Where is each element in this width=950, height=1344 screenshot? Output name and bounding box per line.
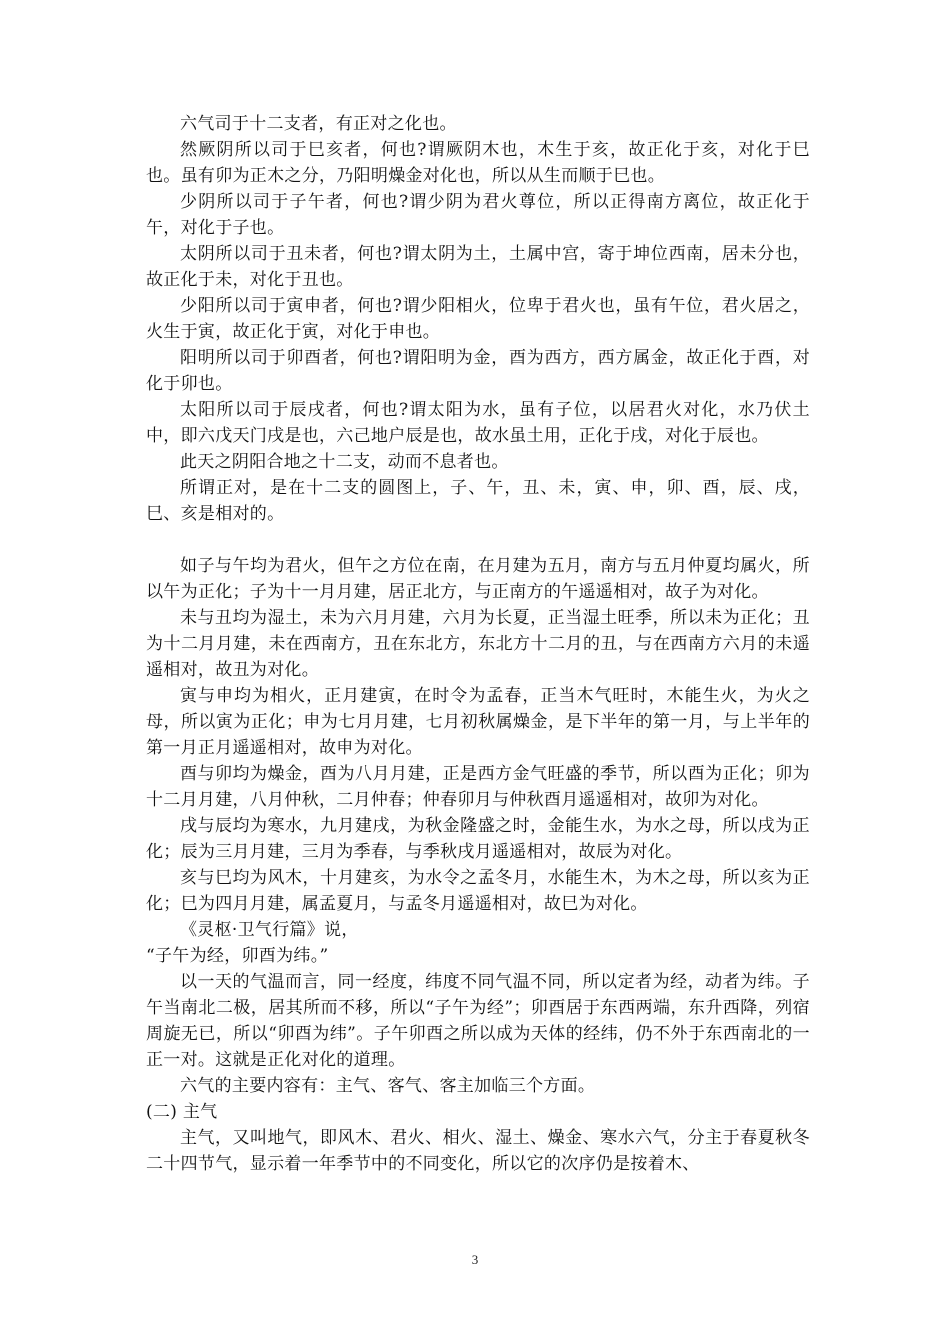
paragraph: 太阳所以司于辰戌者，何也?谓太阳为水，虽有子位，以居君火对化，水乃伏土中，即六戊天门戌是也，六己地户辰是也，故水虽土用，正化于戌，对化于辰也。 <box>146 400 810 446</box>
paragraph: 太阴所以司于丑未者，何也?谓太阴为土，土属中宫，寄于坤位西南，居未分也，故正化于未，对化于丑也。 <box>146 244 810 290</box>
paragraph: 《灵枢·卫气行篇》说， <box>180 920 359 940</box>
paragraph: 少阴所以司于子午者，何也?谓少阴为君火尊位，所以正得南方离位，故正化于午，对化于子也。 <box>146 192 810 238</box>
paragraph: 少阳所以司于寅申者，何也?谓少阳相火，位卑于君火也，虽有午位，君火居之，火生于寅，故正化于寅，对化于申也。 <box>146 296 810 342</box>
section-heading: (二) 主气 <box>146 1102 218 1122</box>
paragraph: 未与丑均为湿土，未为六月月建，六月为长夏，正当湿土旺季，所以未为正化；丑为十二月月建，未在西南方，丑在东北方，东北方十二月的丑，与在西南方六月的未遥遥相对，故丑为对化。 <box>146 608 810 680</box>
paragraph: 寅与申均为相火，正月建寅，在时令为孟春，正当木气旺时，木能生火，为火之母，所以寅为正化；申为七月月建，七月初秋属燥金，是下半年的第一月，与上半年的第一月正月遥遥相对，故申为对化。 <box>146 686 810 758</box>
paragraph: 六气司于十二支者，有正对之化也。 <box>180 114 457 134</box>
paragraph: 如子与午均为君火，但午之方位在南，在月建为五月，南方与五月仲夏均属火，所以午为正化；子为十一月月建，居正北方，与正南方的午遥遥相对，故子为对化。 <box>146 556 810 602</box>
paragraph: 戌与辰均为寒水，九月建戌，为秋金隆盛之时，金能生水，为水之母，所以戌为正化；辰为三月月建，三月为季春，与季秋戌月遥遥相对，故辰为对化。 <box>146 816 810 862</box>
page-number: 3 <box>471 1252 479 1267</box>
paragraph: 以一天的气温而言，同一经度，纬度不同气温不同，所以定者为经，动者为纬。子午当南北二极，居其所而不移，所以“子午为经”；卯酉居于东西两端，东升西降，列宿周旋无已，所以“卯酉为纬”。子午卯酉之所以成为天体的经纬，仍不外于东西南北的一正一对。这就是正化对化的道理。 <box>146 972 810 1070</box>
paragraph: 阳明所以司于卯酉者，何也?谓阳明为金，酉为西方，西方属金，故正化于酉，对化于卯也。 <box>146 348 810 394</box>
paragraph: 主气，又叫地气，即风木、君火、相火、湿土、燥金、寒水六气，分主于春夏秋冬二十四节气，显示着一年季节中的不同变化，所以它的次序仍是按着木、 <box>146 1128 810 1174</box>
paragraph: 所谓正对，是在十二支的圆图上，子、午，丑、未，寅、申，卯、酉，辰、戌，巳、亥是相对的。 <box>146 478 810 524</box>
paragraph: 六气的主要内容有：主气、客气、客主加临三个方面。 <box>180 1076 596 1096</box>
paragraph: 此天之阴阳合地之十二支，动而不息者也。 <box>180 452 509 472</box>
paragraph: 然厥阴所以司于巳亥者，何也?谓厥阴木也，木生于亥，故正化于亥，对化于巳也。虽有卯为正木之分，乃阳明燥金对化也，所以从生而顺于巳也。 <box>146 140 810 186</box>
paragraph: 酉与卯均为燥金，酉为八月月建，正是西方金气旺盛的季节，所以酉为正化；卯为十二月月建，八月仲秋，二月仲春；仲春卯月与仲秋酉月遥遥相对，故卯为对化。 <box>146 764 810 810</box>
quote-paragraph: “子午为经，卯酉为纬。” <box>146 946 329 966</box>
paragraph-gap <box>146 527 810 553</box>
paragraph: 亥与巳均为风木，十月建亥，为水令之孟冬月，水能生木，为木之母，所以亥为正化；巳为四月月建，属孟夏月，与孟冬月遥遥相对，故巳为对化。 <box>146 868 810 914</box>
body-text <box>146 111 810 1177</box>
